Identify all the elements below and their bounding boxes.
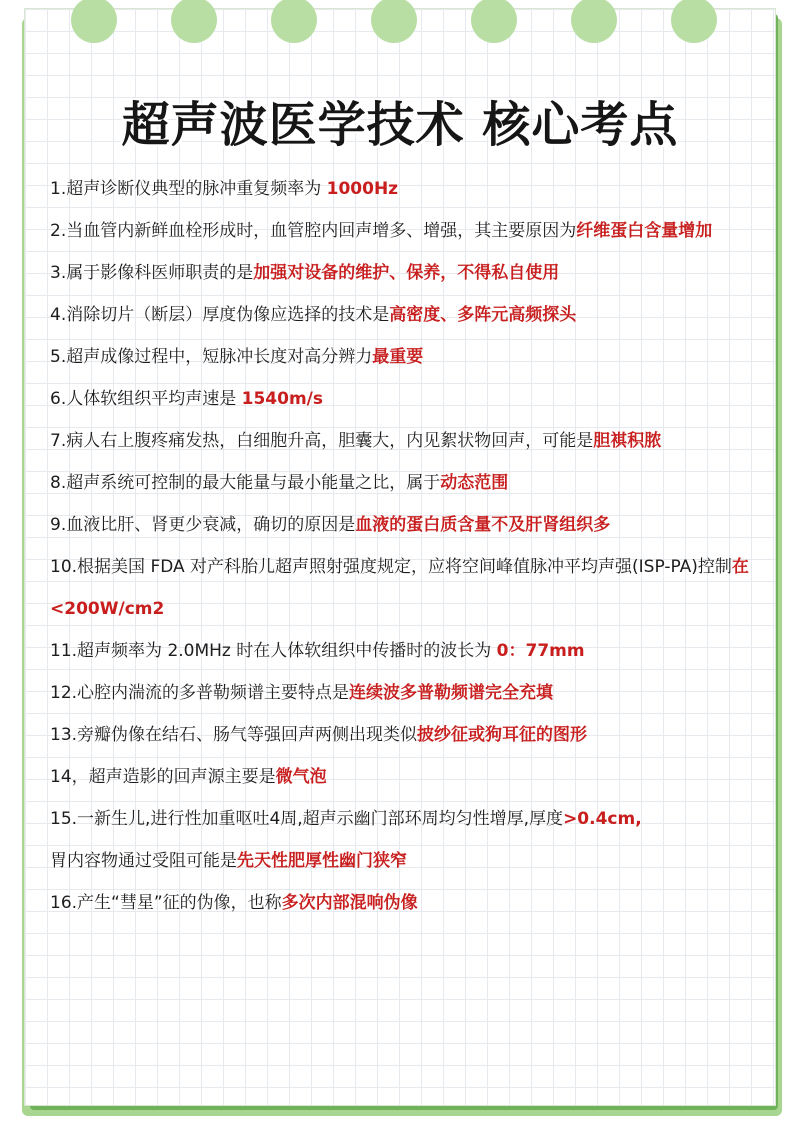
- list-item: [50, 630, 750, 672]
- answer-text: 连续波多普勒频谱完全充填: [349, 683, 554, 703]
- list-item: [50, 336, 750, 378]
- question-text: 1.超声诊断仪典型的脉冲重复频率为: [50, 179, 327, 199]
- question-text: 7.病人右上腹疼痛发热，白细胞升高，胆囊大，内见絮状物回声，可能是: [50, 431, 594, 451]
- question-text: 8.超声系统可控制的最大能量与最小能量之比，属于: [50, 473, 441, 493]
- binder-hole: [471, 0, 517, 43]
- binder-hole: [71, 0, 117, 43]
- list-item: [50, 714, 750, 756]
- list-item: [50, 252, 750, 294]
- question-text: 16.产生“彗星”征的伪像，也称: [50, 893, 282, 913]
- question-text: 11.超声频率为 2.0MHz 时在人体软组织中传播时的波长为: [50, 641, 497, 661]
- question-text: 5.超声成像过程中，短脉冲长度对高分辨力: [50, 347, 373, 367]
- binder-hole: [571, 0, 617, 43]
- answer-text: 多次内部混响伪像: [281, 893, 418, 913]
- list-item: [50, 672, 750, 714]
- list-item: [50, 168, 750, 210]
- list-item: [50, 420, 750, 462]
- binder-hole: [171, 0, 217, 43]
- answer-text: 披纱征或狗耳征的图形: [417, 725, 588, 745]
- question-text: 4.消除切片（断层）厚度伪像应选择的技术是: [50, 305, 390, 325]
- answer-text: 微气泡: [275, 767, 327, 787]
- question-text: 10.根据美国 FDA 对产科胎儿超声照射强度规定，应将空间峰值脉冲平均声强(ISP-PA)控制: [50, 557, 732, 577]
- question-text: 14，超声造影的回声源主要是: [50, 767, 276, 787]
- list-item: [50, 882, 750, 924]
- answer-text: 先天性肥厚性幽门狭窄: [237, 851, 407, 871]
- list-item: [50, 756, 750, 798]
- list-item: [50, 840, 750, 882]
- binder-hole: [271, 0, 317, 43]
- answer-text: 在<200W/cm2: [50, 557, 749, 619]
- binder-hole: [671, 0, 717, 43]
- question-text: 6.人体软组织平均声速是: [50, 389, 242, 409]
- answer-text: 血液的蛋白质含量不及肝肾组织多: [355, 515, 611, 535]
- question-text: 13.旁瓣伪像在结石、肠气等强回声两侧出现类似: [50, 725, 418, 745]
- question-text: 15.一新生儿,进行性加重呕吐4周,超声示幽门部环周均匀性增厚,厚度: [50, 809, 564, 829]
- question-text: 3.属于影像科医师职责的是: [50, 263, 254, 283]
- list-item: [50, 798, 750, 840]
- question-list: [50, 168, 750, 924]
- list-item: [50, 210, 750, 252]
- answer-text: 加强对设备的维护、保养，不得私自使用: [253, 263, 560, 283]
- list-item: [50, 294, 750, 336]
- question-text: 12.心腔内湍流的多普勒频谱主要特点是: [50, 683, 350, 703]
- list-item: [50, 546, 750, 630]
- list-item: [50, 462, 750, 504]
- page-title: 超声波医学技术 核心考点: [121, 97, 679, 153]
- answer-text: >0.4cm,: [563, 809, 642, 829]
- list-item: [50, 504, 750, 546]
- answer-text: 1000Hz: [326, 179, 399, 199]
- answer-text: 最重要: [372, 347, 424, 367]
- question-text: 9.血液比肝、肾更少衰减，确切的原因是: [50, 515, 356, 535]
- question-text: 胃内容物通过受阻可能是: [50, 851, 237, 871]
- list-item: [50, 378, 750, 420]
- answer-text: 高密度、多阵元高频探头: [389, 305, 577, 325]
- answer-text: 1540m/s: [241, 389, 323, 409]
- binder-hole: [371, 0, 417, 43]
- answer-text: 纤维蛋白含量增加: [576, 221, 713, 241]
- answer-text: 动态范围: [440, 473, 509, 493]
- question-text: 2.当血管内新鲜血栓形成时，血管腔内回声增多、增强，其主要原因为: [50, 221, 577, 241]
- answer-text: 胆褀积脓: [593, 431, 662, 451]
- answer-text: 0：77mm: [496, 641, 585, 661]
